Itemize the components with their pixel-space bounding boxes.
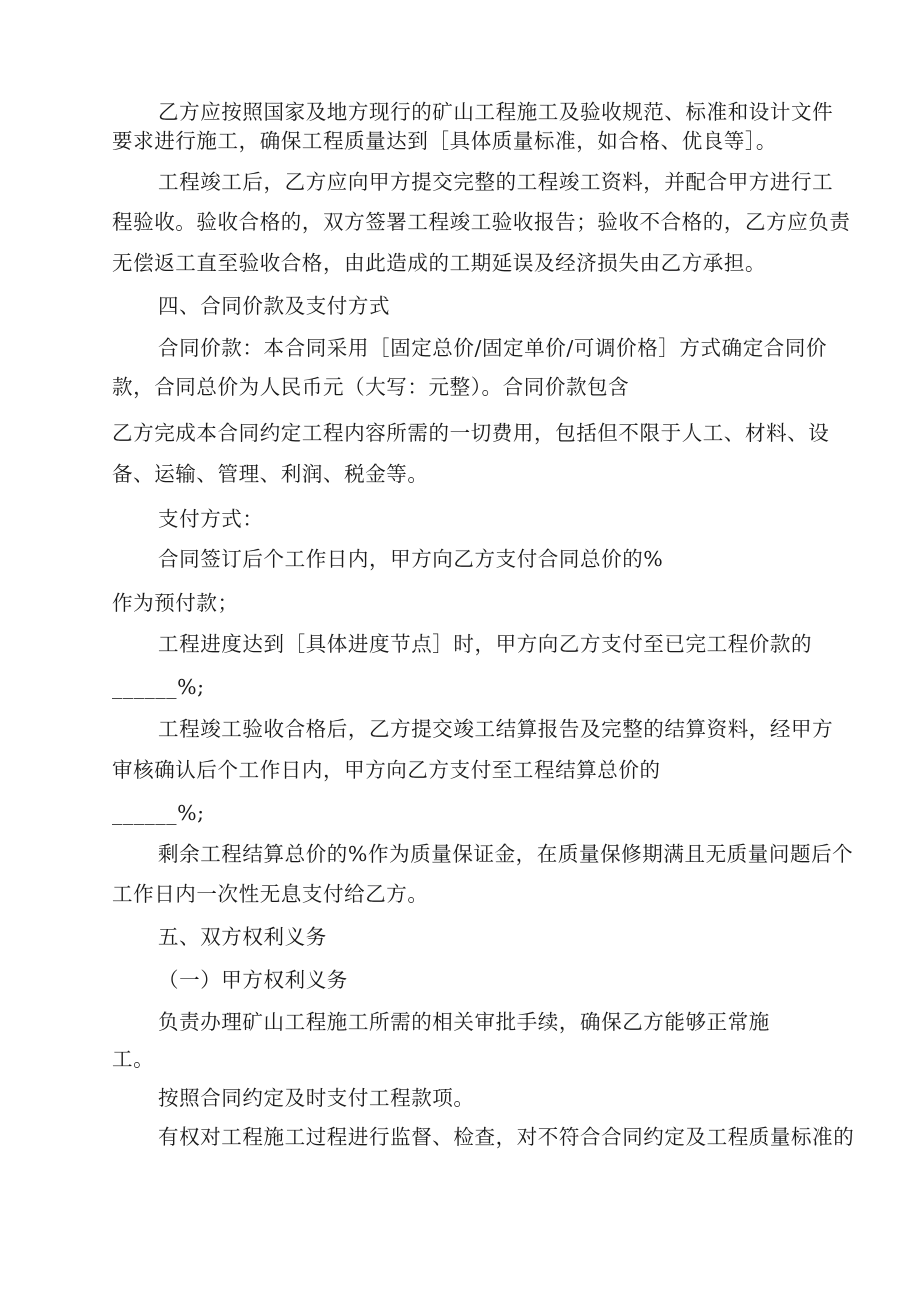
text-line: 审核确认后个工作日内，甲方向乙方支付至工程结算总价的 xyxy=(112,758,661,782)
text-line: 工。 xyxy=(112,1047,155,1071)
text-line: 合同价款：本合同采用［固定总价/固定单价/可调价格］方式确定合同价 xyxy=(158,336,828,360)
text-line: 有权对工程施工过程进行监督、检查，对不符合合同约定及工程质量标准的 xyxy=(158,1125,855,1149)
blank-percent-field: ______%; xyxy=(112,675,205,699)
text-line: 无偿返工直至验收合格，由此造成的工期延误及经济损失由乙方承担。 xyxy=(112,251,767,275)
text-line: 工作日内一次性无息支付给乙方。 xyxy=(112,882,429,906)
text-line: 备、运输、管理、利润、税金等。 xyxy=(112,462,429,486)
text-line: 程验收。验收合格的，双方签署工程竣工验收报告；验收不合格的，乙方应负责 xyxy=(112,210,851,234)
text-line: 工程竣工后，乙方应向甲方提交完整的工程竣工资料，并配合甲方进行工 xyxy=(158,170,834,194)
subsection-heading: （一）甲方权利义务 xyxy=(158,968,348,992)
text-line: 负责办理矿山工程施工所需的相关审批手续，确保乙方能够正常施 xyxy=(158,1010,770,1034)
text-line: 作为预付款； xyxy=(112,591,239,615)
text-line: 工程竣工验收合格后，乙方提交竣工结算报告及完整的结算资料，经甲方 xyxy=(158,717,834,741)
text-line: 款，合同总价为人民币元（大写：元整）。合同价款包含 xyxy=(112,375,630,399)
text-line: 工程进度达到［具体进度节点］时，甲方向乙方支付至已完工程价款的 xyxy=(158,632,813,656)
section-heading: 四、合同价款及支付方式 xyxy=(158,294,391,318)
text-line: 乙方完成本合同约定工程内容所需的一切费用，包括但不限于人工、材料、设 xyxy=(112,421,830,445)
text-line: 支付方式： xyxy=(158,507,264,531)
text-line: 乙方应按照国家及地方现行的矿山工程施工及验收规范、标准和设计文件 xyxy=(158,100,834,124)
blank-percent-field: ______%; xyxy=(112,801,205,825)
text-line: 剩余工程结算总价的%作为质量保证金，在质量保修期满且无质量问题后个 xyxy=(158,842,854,866)
text-line: 合同签订后个工作日内，甲方向乙方支付合同总价的% xyxy=(158,547,664,571)
text-line: 要求进行施工，确保工程质量达到［具体质量标准，如合格、优良等］。 xyxy=(112,129,777,153)
text-line: 按照合同约定及时支付工程款项。 xyxy=(158,1086,475,1110)
section-heading: 五、双方权利义务 xyxy=(158,925,327,949)
